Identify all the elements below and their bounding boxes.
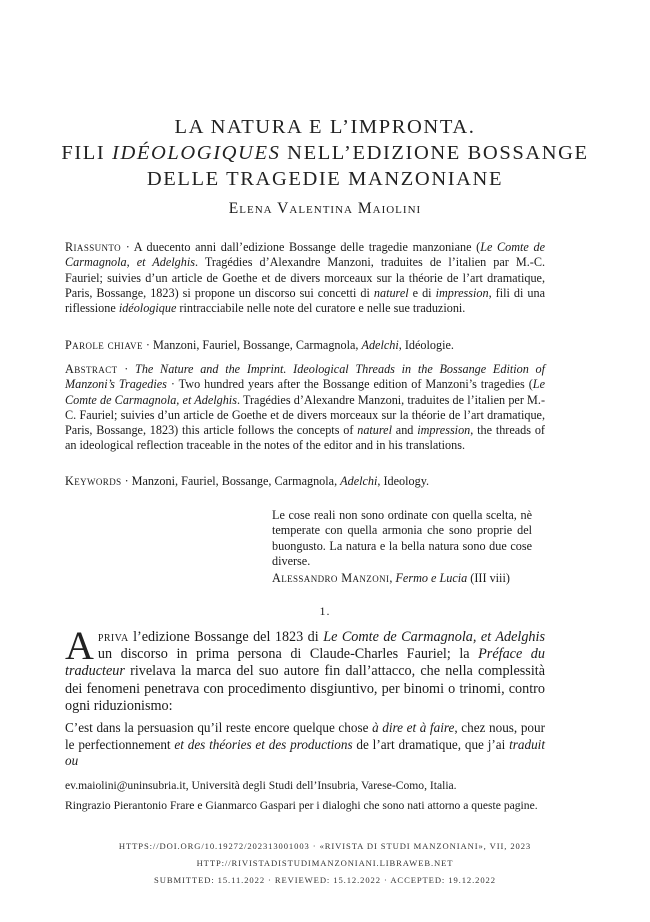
body-italic: Le Comte de Carmagnola, et Adelghis (323, 629, 545, 645)
riassunto-paragraph (65, 240, 545, 316)
parole-chiave-label: Parole chiave (65, 338, 143, 352)
footer-dates: SUBMITTED: 15.11.2022 · REVIEWED: 15.12.2022 · ACCEPTED: 19.12.2022 (154, 875, 496, 885)
abstract-text: and (391, 423, 418, 438)
lead-word: priva (97, 629, 129, 645)
riassunto-sep: · (121, 240, 134, 254)
article-title (60, 114, 590, 192)
quotation-text: C’est dans la persuasion qu’il reste encore quelque chose (65, 720, 373, 735)
title-line-1: LA NATURA E L’IMPRONTA. (174, 116, 476, 138)
body-paragraph (65, 623, 545, 715)
epigraph-work: Fermo e Lucia (395, 571, 468, 586)
quotation-text: , chez nous, pour le perfectionnement (65, 720, 546, 752)
footer-doi: HTTPS://DOI.ORG/10.19272/202313001003 · «RIVISTA DI STUDI MANZONIANI», VII, 2023 (118, 841, 532, 851)
abstract-text: . Tragédies d’Alexandre Manzoni, traduites de l’italien per M.-C. Fauriel; suivies d’un article de Goethe et de divers morceaux sur la théorie de l’art dramatique, Paris, Bossange, 1823) this article follows the concepts of (65, 392, 545, 438)
footer-url: HTTP://RIVISTADISTUDIMANZONIANI.LIBRAWEB.NET (196, 858, 454, 868)
title-line-2-pre: FILI (61, 142, 113, 164)
riassunto-text: . Tragédies d’Alexandre Manzoni, traduites de l’italien par M.-C. Fauriel; suivies d’un article de Goethe et de divers morceaux sur la théorie de l’art dramatique, Paris, Bossange, 1823) si propone un discorso sui concetti di (65, 255, 545, 300)
title-line-2-post: NELL’EDIZIONE BOSSANGE (280, 142, 589, 164)
abstract-text: Two hundred years after the Bossange edition of Manzoni’s tragedies ( (178, 377, 533, 392)
drop-cap: A (65, 623, 94, 668)
riassunto-text: A duecento anni dall’edizione Bossange delle tragedie manzoniane ( (133, 240, 481, 254)
body-text: l’edizione Bossange del 1823 di (128, 629, 324, 645)
title-line-3: DELLE TRAGEDIE MANZONIANE (146, 168, 504, 190)
abstract-italic: impression (417, 423, 471, 438)
riassunto-italic: Le Comte de Carmagnola, et Adelghis (65, 240, 545, 270)
abstract-english-title: The Nature and the Imprint. Ideological Threads in the Bossange Edition of Manzoni’s Tragedies (65, 362, 546, 392)
keywords-text: Manzoni, Fauriel, Bossange, Carmagnola, (131, 474, 341, 488)
quotation-text: de l’art dramatique, que j’ai (352, 736, 510, 752)
abstract-text: , the threads of an ideological reflection traceable in the notes of the editor and in his translations. (65, 423, 545, 453)
parole-chiave-sep: · (142, 338, 154, 352)
quotation-italic: et des théories et des productions (174, 736, 353, 752)
abstract-label: Abstract (65, 362, 118, 376)
title-line-2-italic: IDÉOLOGIQUES (112, 142, 281, 164)
riassunto-italic: naturel (373, 285, 409, 300)
keywords-text: , Ideology. (377, 474, 430, 488)
footnote-acknowledgement: Ringrazio Pierantonio Frare e Gianmarco Gaspari per i dialoghi che sono nati attorno a queste pagine. (65, 799, 538, 812)
body-text: rivelava la marca del suo autore fin dall’attacco, che nella complessità dei fenomeni penetrava con procedimento disgiuntivo, per binomi o trinomi, contro ogni riduzionismo: (65, 663, 545, 714)
parole-chiave-text: Manzoni, Fauriel, Bossange, Carmagnola, (153, 338, 362, 352)
riassunto-italic: impression (435, 285, 489, 300)
parole-chiave-text: , Idéologie. (398, 338, 454, 352)
riassunto-text: , fili di una riflessione (65, 285, 545, 316)
parole-chiave-line (65, 338, 545, 353)
quotation-italic: traduit ou (65, 736, 545, 769)
riassunto-label: Riassunto (65, 240, 122, 254)
french-quotation (65, 720, 545, 770)
abstract-paragraph (65, 362, 545, 454)
abstract-italic: naturel (357, 423, 392, 438)
abstract-sep: · (166, 377, 179, 392)
body-italic: Préface du traducteur (65, 646, 545, 680)
author-name: Elena Valentina Maiolini (228, 200, 422, 217)
parole-chiave-italic: Adelchi (361, 338, 399, 352)
body-text: un discorso in prima persona di Claude-Charles Fauriel; la (97, 646, 479, 663)
section-number: 1. (319, 604, 331, 618)
epigraph-ref: (III viii) (467, 571, 510, 586)
riassunto-italic: idéologique (118, 301, 177, 316)
footnote-affiliation: ev.maiolini@uninsubria.it, Università degli Studi dell’Insubria, Varese-Como, Italia. (65, 779, 457, 792)
keywords-sep: · (121, 474, 132, 488)
title-line-2 (60, 140, 590, 166)
keywords-italic: Adelchi (340, 474, 378, 488)
abstract-sep: · (117, 362, 136, 376)
keywords-label: Keywords (65, 474, 122, 488)
riassunto-text: rintracciabile nelle note del curatore e nelle sue traduzioni. (176, 301, 466, 316)
epigraph-source: Alessandro Manzoni, Fermo e Lucia (III viii) (272, 571, 510, 586)
riassunto-text: e di (408, 285, 436, 300)
abstract-italic: Le Comte de Carmagnola, et Adelghis (65, 377, 545, 407)
epigraph-text: Le cose reali non sono ordinate con quella scelta, nè temperate con quella armonia che sono proprie del buongusto. La natura e la bella natura sono due cose diverse. (272, 508, 532, 568)
epigraph-author: Alessandro Manzoni (272, 571, 390, 586)
quotation-italic: à dire et à faire (372, 720, 455, 735)
epigraph (272, 508, 532, 586)
keywords-line (65, 474, 545, 489)
